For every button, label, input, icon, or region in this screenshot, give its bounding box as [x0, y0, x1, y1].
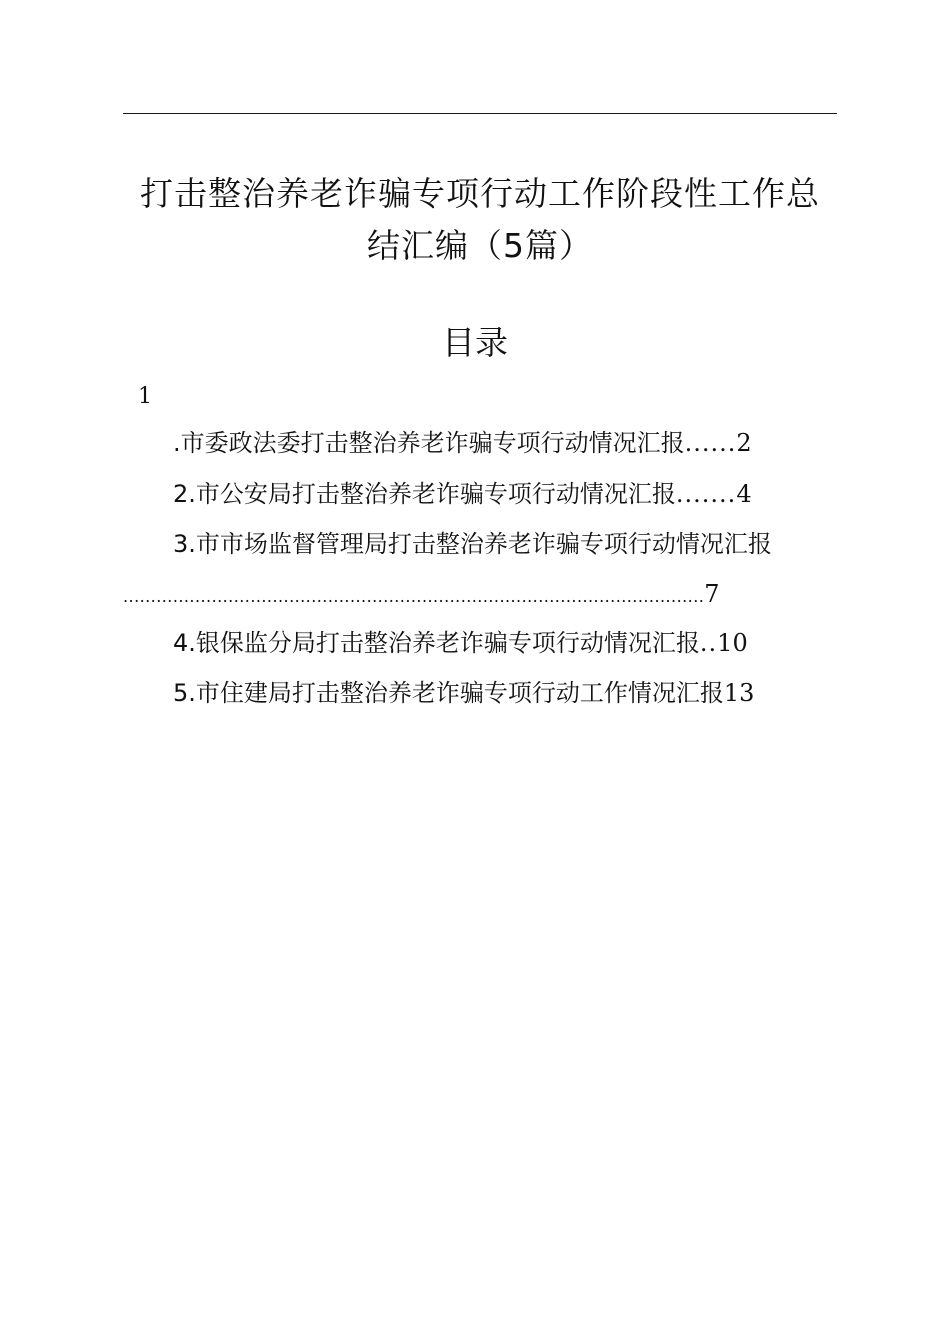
toc-entry-4[interactable]	[173, 626, 748, 660]
toc-stray-number: 1	[138, 384, 152, 409]
toc-entry-title: 4.银保监分局打击整治养老诈骗专项行动情况汇报	[173, 629, 700, 657]
toc-entry-3[interactable]	[173, 527, 772, 561]
toc-page-number: 10	[717, 629, 748, 657]
toc-leader-dots: ..	[699, 629, 718, 657]
toc-entry-1[interactable]	[173, 426, 752, 460]
toc-leader-dots: .......	[675, 480, 737, 508]
title-line-1: 打击整治养老诈骗专项行动工作阶段性工作总	[140, 174, 820, 213]
toc-entry-title: .市委政法委打击整治养老诈骗专项行动情况汇报	[173, 429, 685, 457]
toc-page-number: 13	[723, 679, 755, 707]
toc-entry-title: 2.市公安局打击整治养老诈骗专项行动情况汇报	[173, 480, 676, 508]
toc-entry-3-continuation[interactable]	[123, 577, 720, 614]
title-line-2: 结汇编（5篇）	[367, 226, 593, 265]
toc-leader-dots: .........................................................................................................	[123, 587, 705, 606]
toc-entry-title: 5.市住建局打击整治养老诈骗专项行动工作情况汇报	[173, 679, 724, 707]
document-title	[110, 168, 850, 272]
toc-entry-title: 3.市市场监督管理局打击整治养老诈骗专项行动情况汇报	[173, 530, 772, 558]
toc-entry-5[interactable]	[173, 676, 754, 710]
toc-page-number: 2	[736, 429, 752, 457]
toc-leader-dots: ......	[684, 429, 737, 457]
header-rule	[123, 113, 837, 114]
toc-entry-2[interactable]	[173, 477, 752, 511]
toc-page-number: 7	[704, 580, 720, 608]
toc-page-number: 4	[736, 480, 752, 508]
toc-heading: 目录	[442, 323, 508, 362]
